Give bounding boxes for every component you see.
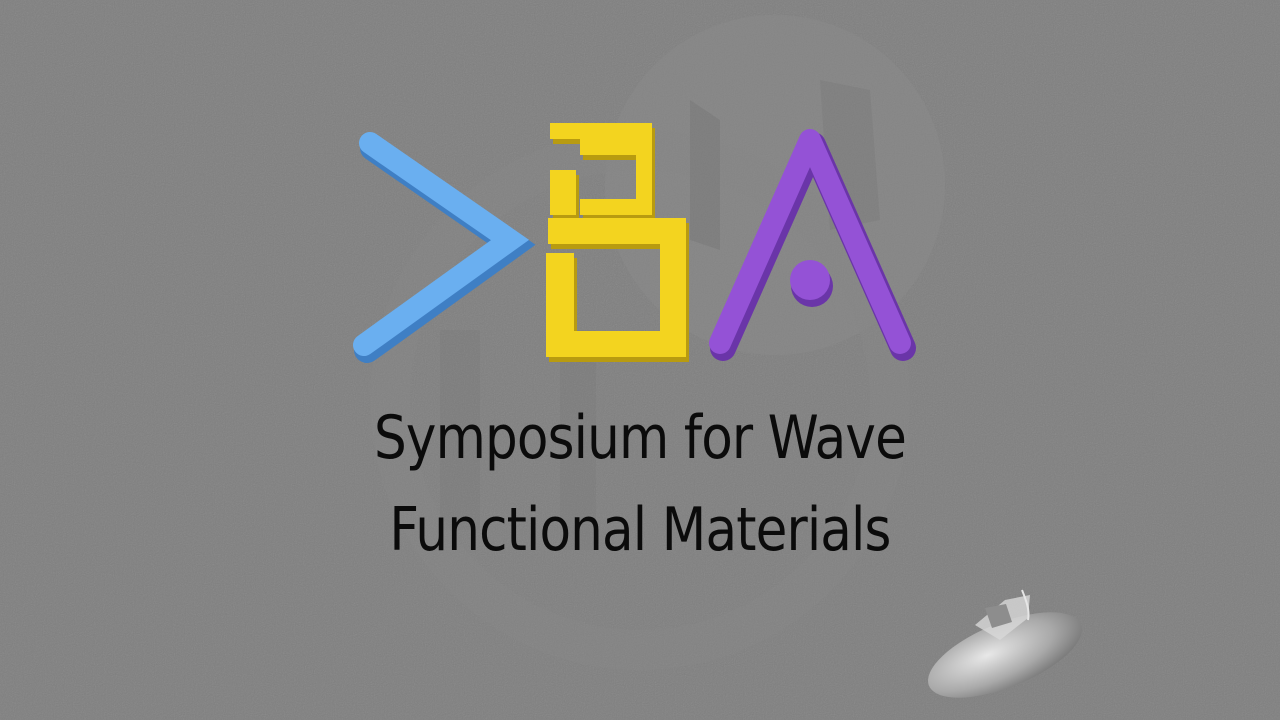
symposium-title (90, 392, 1191, 576)
title-line-1: Symposium for Wave (374, 403, 906, 473)
title-line-2: Functional Materials (389, 495, 891, 565)
